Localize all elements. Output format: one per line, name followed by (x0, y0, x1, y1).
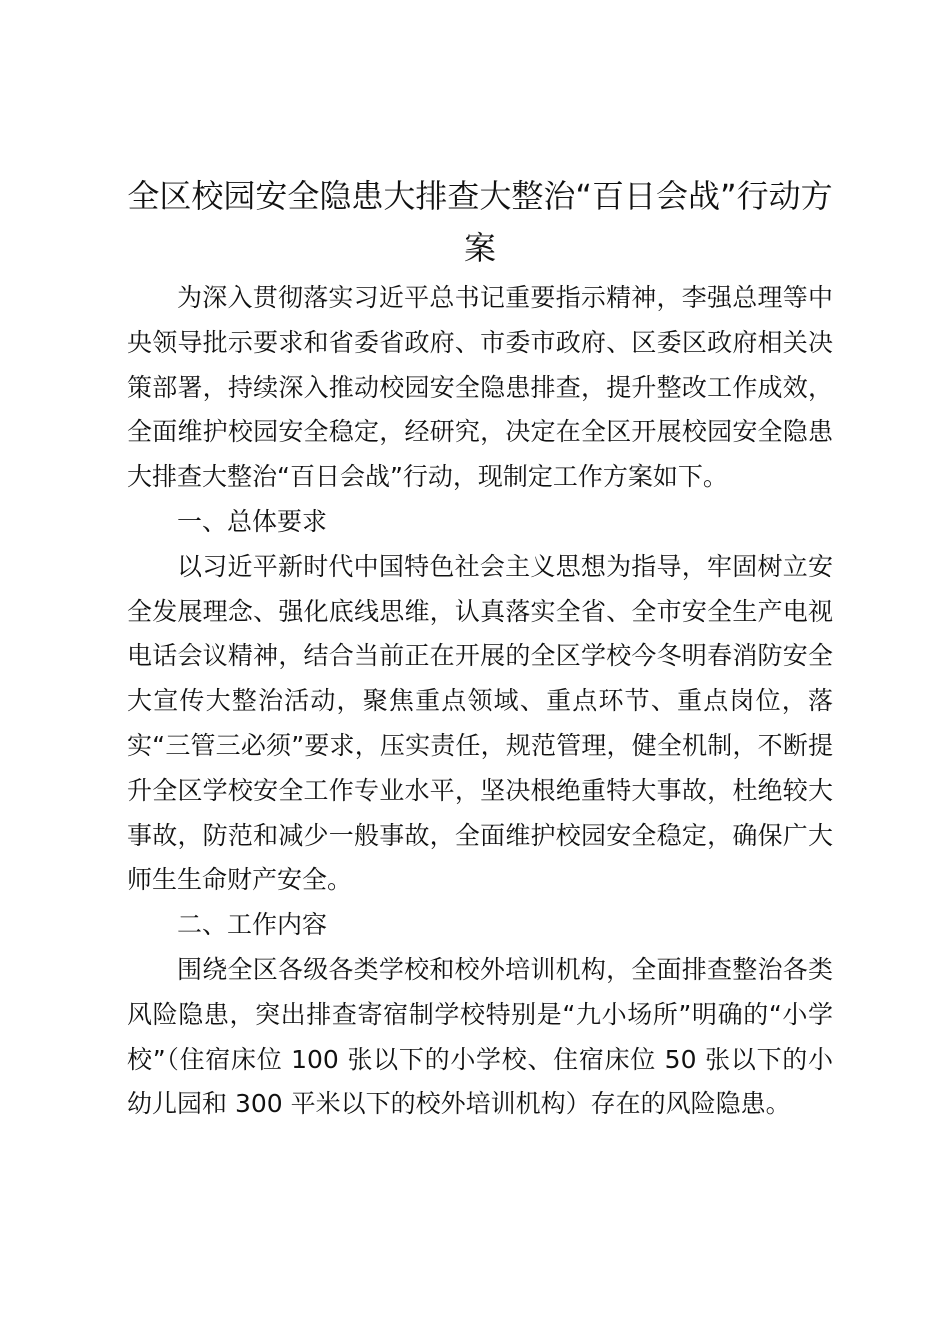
intro-paragraph: 为深入贯彻落实习近平总书记重要指示精神，李强总理等中央领导批示要求和省委省政府、市委市政府、区委区政府相关决策部署，持续深入推动校园安全隐患排查，提升整改工作成效，全面维护校园安全稳定，经研究，决定在全区开展校园安全隐患大排查大整治“百日会战”行动，现制定工作方案如下。 (127, 283, 833, 492)
document-title: 全区校园安全隐患大排查大整治“百日会战”行动方案 (127, 177, 833, 267)
section-paragraph-overall-requirements: 以习近平新时代中国特色社会主义思想为指导，牢固树立安全发展理念、强化底线思维，认真落实全省、全市安全生产电视电话会议精神，结合当前正在开展的全区学校今冬明春消防安全大宣传大整治活动，聚焦重点领域、重点环节、重点岗位，落实“三管三必须”要求，压实责任，规范管理，健全机制，不断提升全区学校安全工作专业水平，坚决根绝重特大事故，杜绝较大事故，防范和减少一般事故，全面维护校园安全稳定，确保广大师生生命财产安全。 (127, 551, 833, 895)
section-heading-work-content: 二、工作内容 (177, 910, 328, 940)
section-paragraph-work-content: 围绕全区各级各类学校和校外培训机构，全面排查整治各类风险隐患，突出排查寄宿制学校特别是“九小场所”明确的“小学校”（住宿床位 100 张以下的小学校、住宿床位 50 张以下的小幼儿园和 300 平米以下的校外培训机构）存在的风险隐患。 (127, 954, 833, 1119)
document-body (127, 276, 833, 1127)
section-heading-overall-requirements: 一、总体要求 (177, 506, 328, 536)
